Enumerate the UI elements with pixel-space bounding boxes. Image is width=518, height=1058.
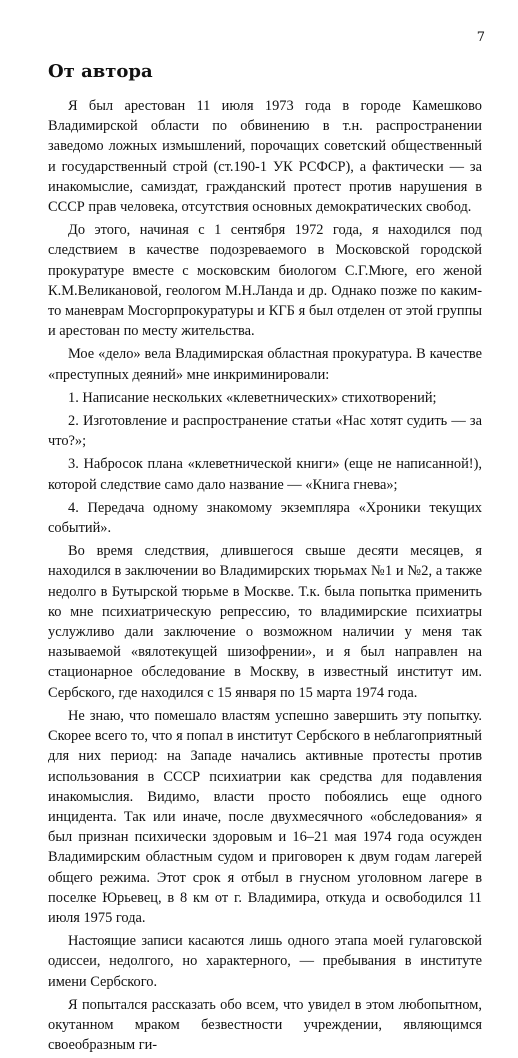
list-item: 3. Набросок плана «клеветнической книги» (еще не написанной!), которой следствие само дало название — «Книга гнева»; <box>48 456 482 493</box>
list-item: 4. Передача одному знакомому экземпляра «Хроники текущих событий». <box>48 499 482 537</box>
body-text <box>48 96 482 1058</box>
page-number: 7 <box>476 30 485 45</box>
paragraph: Настоящие записи касаются лишь одного этапа моей гулаговской одиссеи, недолгого, но характерного, — пребывания в институте имени Сербского. <box>48 933 482 990</box>
list-item: 2. Изготовление и распространение статьи «Нас хотят судить — за что?»; <box>48 413 482 450</box>
list-item: 1. Написание нескольких «клеветнических» стихотворений; <box>68 389 437 406</box>
paragraph: Я был арестован 11 июля 1973 года в городе Камешково Владимирской области по обвинению в т.н. распространении заведомо ложных измышлений, порочащих советский общественный и государственный строй (ст.190-1 УК РСФСР), а фактически — за инакомыслие, самиздат, гражданский протест против нарушения в СССР прав человека, отсутствия основных демократических свобод. <box>48 98 482 216</box>
paragraph: Я попытался рассказать обо всем, что увидел в этом любопытном, окутанном мраком безвестности учреждении, являющимся своеобразным ги- <box>48 996 482 1054</box>
paragraph: Не знаю, что помешало властям успешно завершить эту попытку. Скорее всего то, что я попал в институт Сербского в неблагоприятный для них период: на Западе начались активные протесты против использования в СССР психиатрии как средства для подавления инакомыслия. Видимо, власти просто побоялись еще одного инцидента. Так или иначе, после двухмесячного «обследования» я был признан психически здоровым и 16–21 мая 1974 года осужден Владимирским областным судом и приговорен к двум годам лагерей общего режима. Этот срок я отбыл в гнусном уголовном лагере в поселке Юрьевец, в 8 км от г. Владимира, откуда и освободился 11 июля 1975 года. <box>48 707 482 926</box>
paragraph: Мое «дело» вела Владимирская областная прокуратура. В качестве «преступных деяний» мне инкриминировали: <box>48 346 482 383</box>
section-heading: От автора <box>48 61 153 82</box>
paragraph: До этого, начиная с 1 сентября 1972 года, я находился под следствием в качестве подозреваемого в Московской городской прокуратуре вместе с московским биологом С.Г.Мюге, его женой К.М.Великановой, геологом М.Н.Ланда и др. Однако позже по каким-то маневрам Мосгорпрокуратуры и КГБ я был отделен от этой группы и арестован по месту жительства. <box>48 222 482 340</box>
paragraph: Во время следствия, длившегося свыше десяти месяцев, я находился в заключении во Владимирских тюрьмах №1 и №2, а также недолго в Бутырской тюрьме в Москве. Т.к. была попытка применить ко мне психиатрическую репрессию, то владимирские психиатры услужливо дали заключение о возможном наличии у меня так называемой «вялотекущей шизофрении», и я был направлен на стационарное обследование в Москву, в известный институт им. Сербского, где находился с 15 января по 15 марта 1974 года. <box>48 543 482 701</box>
